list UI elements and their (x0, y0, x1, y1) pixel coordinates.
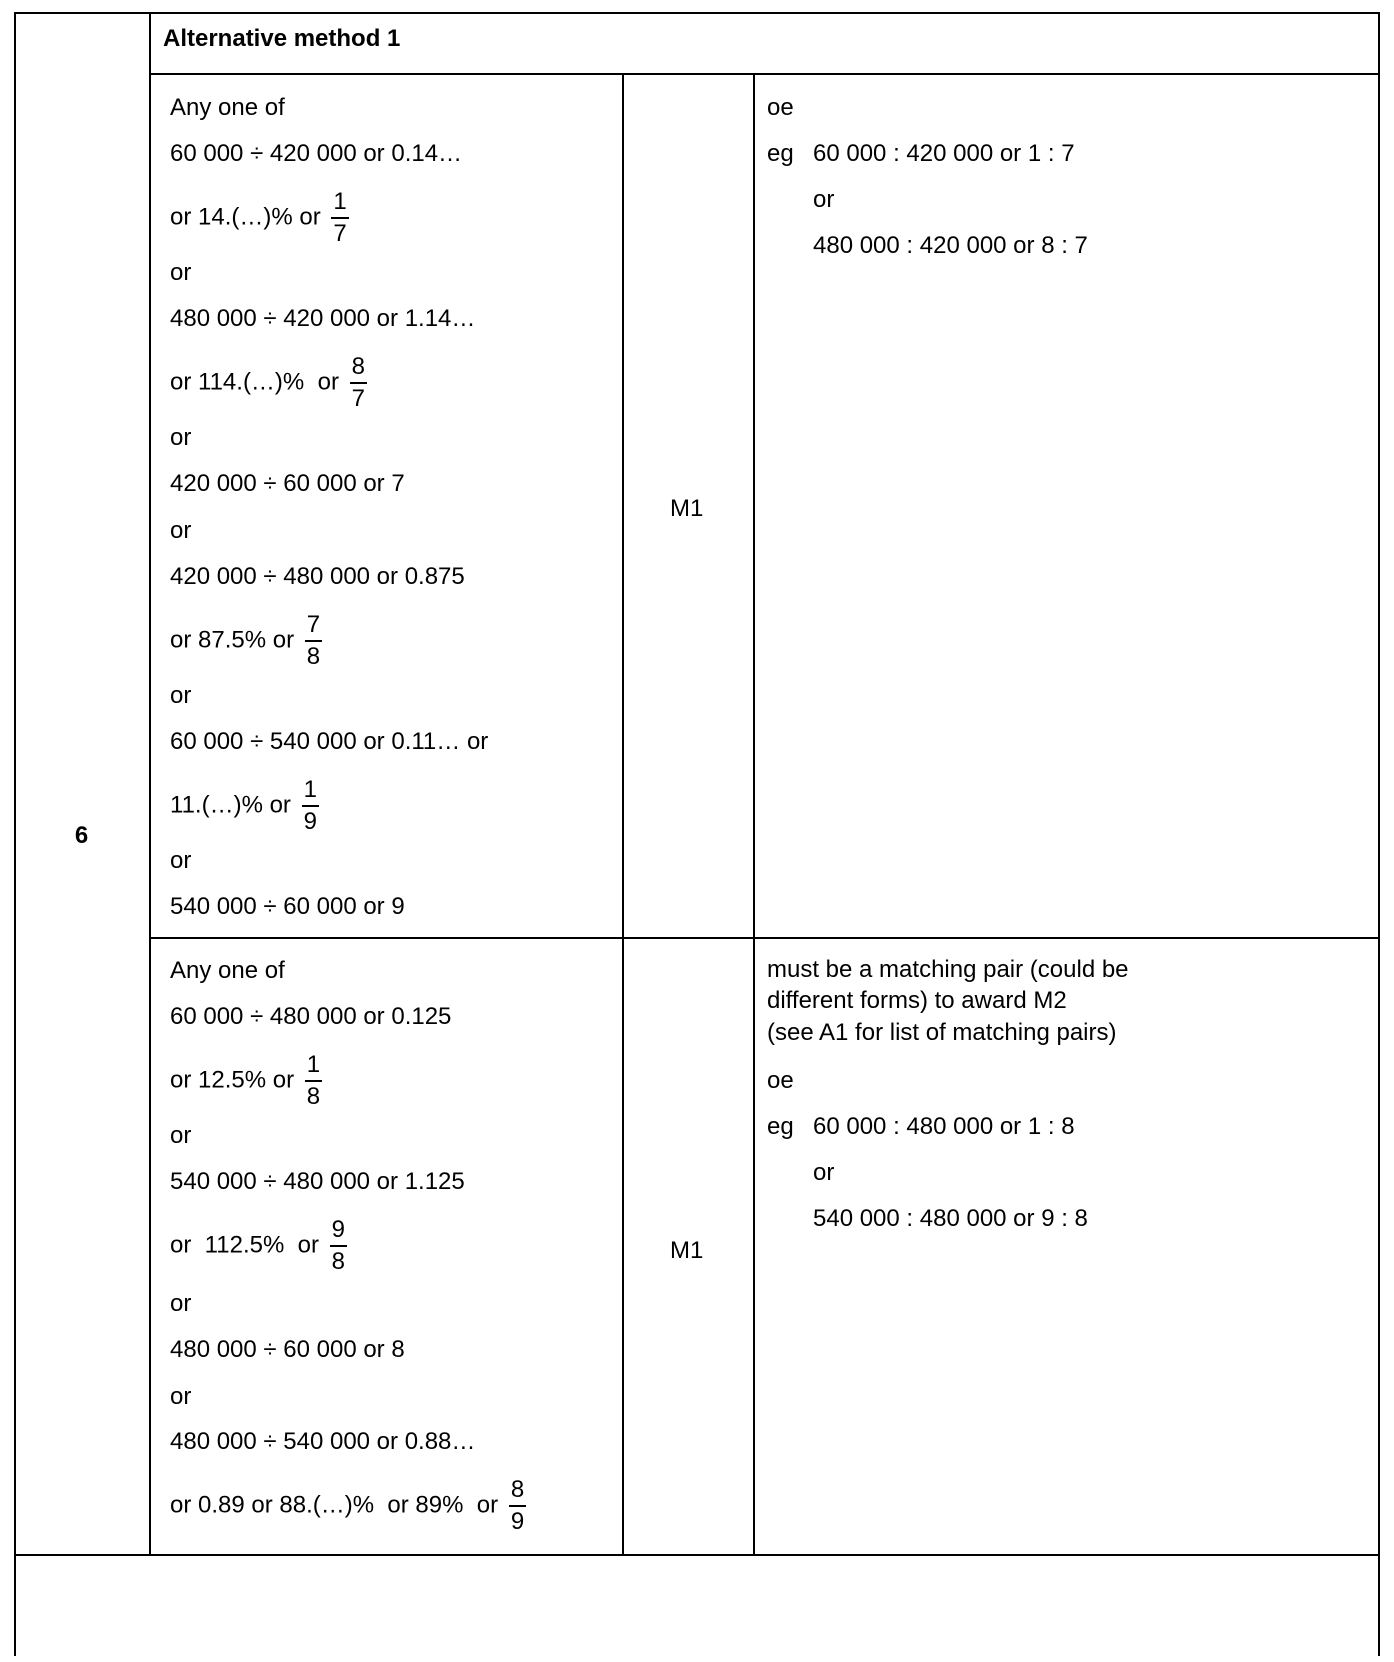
fraction-numerator: 1 (302, 778, 319, 807)
row1-line-text: 11.(…)% or (170, 791, 291, 819)
fraction (305, 1053, 322, 1109)
fraction (509, 1478, 526, 1534)
row2-mark: M1 (670, 1237, 704, 1264)
fraction-denominator: 9 (510, 1508, 525, 1535)
row2-line (170, 1478, 526, 1534)
comment-line: 60 000 : 480 000 or 1 : 8 (813, 1113, 1075, 1140)
table-border-right (1378, 12, 1380, 1656)
fraction-denominator: 9 (303, 808, 317, 835)
fraction-denominator: 7 (333, 220, 347, 247)
row2-line: 480 000 ÷ 60 000 or 8 (170, 1336, 405, 1363)
comment-line: (see A1 for list of matching pairs) (767, 1019, 1117, 1046)
row2-line: 480 000 ÷ 540 000 or 0.88… (170, 1428, 476, 1455)
comment-line: or (813, 186, 835, 213)
row1-line: 60 000 ÷ 420 000 or 0.14… (170, 140, 463, 167)
row2-line: Any one of (170, 957, 285, 984)
comment-line: 60 000 : 420 000 or 1 : 7 (813, 140, 1075, 167)
row1-line: 480 000 ÷ 420 000 or 1.14… (170, 305, 476, 332)
fraction-numerator: 1 (305, 1053, 322, 1082)
fraction (330, 1218, 347, 1274)
row2-line: 540 000 ÷ 480 000 or 1.125 (170, 1168, 465, 1195)
comment-eg: eg (767, 1113, 794, 1140)
comment-line: oe (767, 1067, 794, 1094)
row1-line: Any one of (170, 94, 285, 121)
row1-line: or (170, 682, 192, 709)
row1-line-text: or 114.(…)% or (170, 368, 339, 396)
qnum-divider (149, 12, 151, 1556)
row1-line: 540 000 ÷ 60 000 or 9 (170, 893, 405, 920)
method-header: Alternative method 1 (163, 25, 401, 52)
comment-line: 480 000 : 420 000 or 8 : 7 (813, 232, 1088, 259)
row2-working (170, 12, 610, 1556)
row2-comments (767, 12, 1367, 1556)
working-divider (622, 73, 624, 1556)
row1-line: or (170, 517, 192, 544)
row2-line: or (170, 1383, 192, 1410)
row1-mark: M1 (670, 495, 704, 522)
row1-line: or (170, 424, 192, 451)
row2-line-text: or 0.89 or 88.(…)% or 89% or (170, 1491, 499, 1519)
mark-scheme-table (14, 12, 1380, 1656)
row2-line: 60 000 ÷ 480 000 or 0.125 (170, 1003, 452, 1030)
fraction-numerator: 8 (509, 1478, 526, 1507)
row1-line: 60 000 ÷ 540 000 or 0.11… or (170, 728, 489, 755)
row1-line: 420 000 ÷ 480 000 or 0.875 (170, 563, 465, 590)
fraction-numerator: 1 (331, 190, 348, 219)
comment-line: 540 000 : 480 000 or 9 : 8 (813, 1205, 1088, 1232)
row2-line (170, 1053, 322, 1109)
comment-line: oe (767, 94, 794, 121)
row2-line-text: or 112.5% or (170, 1231, 319, 1259)
row1-line-text: or 14.(…)% or (170, 203, 321, 231)
row2-line: or (170, 1290, 192, 1317)
row2-line-text: or 12.5% or (170, 1066, 295, 1094)
fraction-numerator: 9 (330, 1218, 347, 1247)
mark-divider (753, 73, 755, 1556)
row1-line: 420 000 ÷ 60 000 or 7 (170, 470, 405, 497)
comment-eg: eg (767, 140, 794, 167)
row1-line: or (170, 259, 192, 286)
row1-line: or (170, 847, 192, 874)
fraction-denominator: 8 (331, 1248, 345, 1275)
row2-line (170, 1218, 347, 1274)
comment-line: must be a matching pair (could be different forms) to award M2 (767, 956, 1129, 1014)
fraction-denominator: 8 (306, 643, 321, 670)
fraction-denominator: 7 (351, 385, 365, 412)
fraction-denominator: 8 (306, 1083, 321, 1110)
comment-line: or (813, 1159, 835, 1186)
row1-line-text: or 87.5% or (170, 626, 295, 654)
fraction-numerator: 8 (350, 355, 367, 384)
fraction-numerator: 7 (305, 613, 322, 642)
row2-line: or (170, 1122, 192, 1149)
question-number: 6 (74, 821, 89, 849)
